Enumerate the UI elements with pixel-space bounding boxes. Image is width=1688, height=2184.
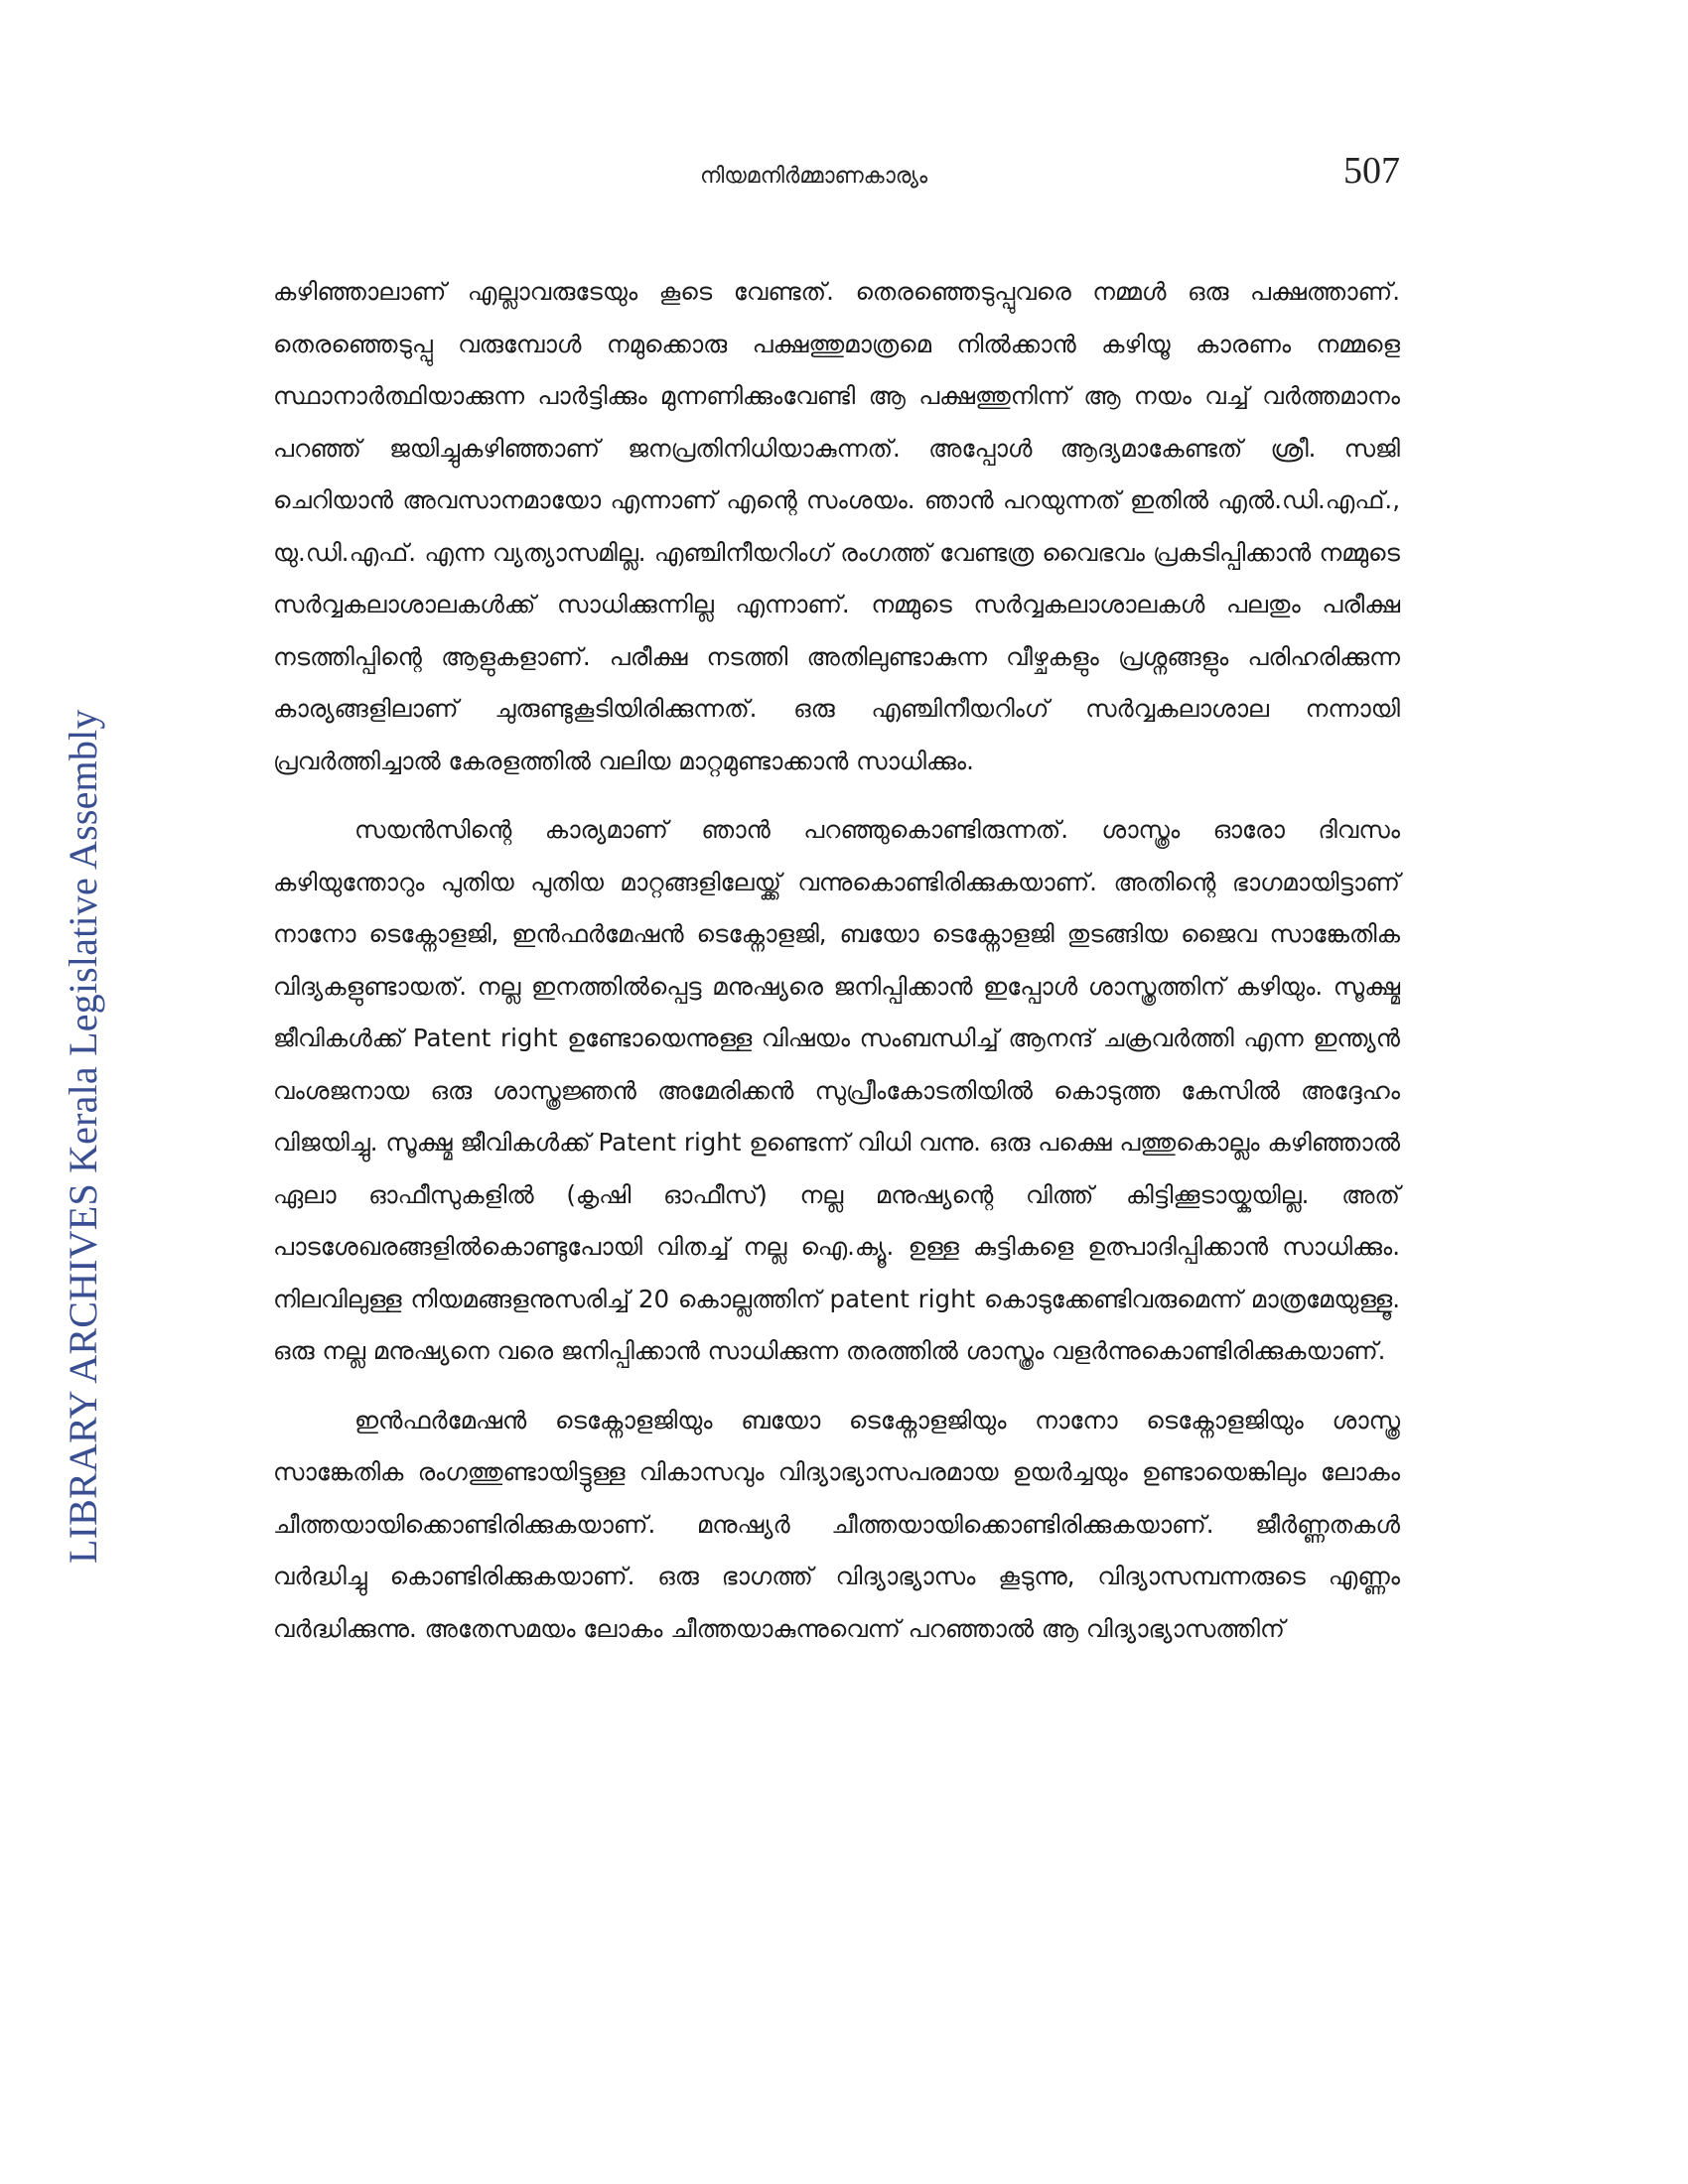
archive-watermark: LIBRARY ARCHIVES Kerala Legislative Assembly <box>61 709 105 1564</box>
paragraph-2: സയൻസിന്റെ കാര്യമാണ് ഞാൻ പറഞ്ഞുകൊണ്ടിരുന്നത്. ശാസ്ത്രം ഓരോ ദിവസം കഴിയുന്തോറും പുതിയ പുതിയ മാറ്റങ്ങളിലേയ്ക്ക് വന്നുകൊണ്ടിരിക്കുകയാണ്. അതിന്റെ ഭാഗമായിട്ടാണ് നാനോ ടെക്നോളജി, ഇൻഫർമേഷൻ ടെക്നോളജി, ബയോ ടെക്നോളജി തുടങ്ങിയ ജൈവ സാങ്കേതിക വിദ്യകളുണ്ടായത്. നല്ല ഇനത്തിൽപ്പെട്ട മനുഷ്യരെ ജനിപ്പിക്കാൻ ഇപ്പോൾ ശാസ്ത്രത്തിന് കഴിയും. സൂക്ഷ്മ ജീവികൾക്ക് Patent right ഉണ്ടോയെന്നുള്ള വിഷയം സംബന്ധിച്ച് ആനന്ദ് ചക്രവർത്തി എന്ന ഇന്ത്യൻ വംശജനായ ഒരു ശാസ്ത്രജ്ഞൻ അമേരിക്കൻ സുപ്രീംകോടതിയിൽ കൊടുത്ത കേസിൽ അദ്ദേഹം വിജയിച്ചു. സൂക്ഷ്മ ജീവികൾക്ക് Patent right ഉണ്ടെന്ന് വിധി വന്നു. ഒരു പക്ഷെ പത്തുകൊല്ലം കഴിഞ്ഞാൽ ഏലാ ഓഫീസുകളിൽ (കൃഷി ഓഫീസ്) നല്ല മനുഷ്യന്റെ വിത്ത് കിട്ടിക്കൂടായ്കയില്ല. അത് പാടശേഖരങ്ങളിൽകൊണ്ടുപോയി വിതച്ച് നല്ല ഐ.ക്യൂ. ഉള്ള കുട്ടികളെ ഉത്പാദിപ്പിക്കാൻ സാധിക്കും. നിലവിലുള്ള നിയമങ്ങളനുസരിച്ച് 20 കൊല്ലത്തിന് patent right കൊടുക്കേണ്ടിവരുമെന്ന് മാത്രമേയുള്ളൂ. ഒരു നല്ല മനുഷ്യനെ വരെ ജനിപ്പിക്കാൻ സാധിക്കുന്ന തരത്തിൽ ശാസ്ത്രം വളർന്നുകൊണ്ടിരിക്കുകയാണ്. <box>273 815 1400 1365</box>
body-text <box>273 266 1400 1655</box>
page-header <box>273 149 1400 199</box>
page-number: 507 <box>1343 150 1400 192</box>
paragraph-3: ഇൻഫർമേഷൻ ടെക്നോളജിയും ബയോ ടെക്നോളജിയും നാനോ ടെക്നോളജിയും ശാസ്ത്ര സാങ്കേതിക രംഗത്തുണ്ടായിട്ടുള്ള വികാസവും വിദ്യാഭ്യാസപരമായ ഉയർച്ചയും ഉണ്ടായെങ്കിലും ലോകം ചീത്തയായിക്കൊണ്ടിരിക്കുകയാണ്. മനുഷ്യർ ചീത്തയായിക്കൊണ്ടിരിക്കുകയാണ്. ജീർണ്ണതകൾ വർദ്ധിച്ചു കൊണ്ടിരിക്കുകയാണ്. ഒരു ഭാഗത്ത് വിദ്യാഭ്യാസം കൂടുന്നു, വിദ്യാസമ്പന്നരുടെ എണ്ണം വർദ്ധിക്കുന്നു. അതേസമയം ലോകം ചീത്തയാകുന്നുവെന്ന് പറഞ്ഞാൽ ആ വിദ്യാഭ്യാസത്തിന് <box>273 1405 1400 1643</box>
running-title: നിയമനിർമ്മാണകാര്യം <box>700 164 928 189</box>
paragraph-1: കഴിഞ്ഞാലാണ് എല്ലാവരുടേയും കൂടെ വേണ്ടത്. തെരഞ്ഞെടുപ്പുവരെ നമ്മൾ ഒരു പക്ഷത്താണ്. തെരഞ്ഞെടുപ്പു വരുമ്പോൾ നമുക്കൊരു പക്ഷത്തുമാത്രമെ നിൽക്കാൻ കഴിയൂ കാരണം നമ്മളെ സ്ഥാനാർത്ഥിയാക്കുന്ന പാർട്ടിക്കും മുന്നണിക്കുംവേണ്ടി ആ പക്ഷത്തുനിന്ന് ആ നയം വച്ച് വർത്തമാനം പറഞ്ഞ് ജയിച്ചുകഴിഞ്ഞാണ് ജനപ്രതിനിധിയാകുന്നത്. അപ്പോൾ ആദ്യമാകേണ്ടത് ശ്രീ. സജി ചെറിയാൻ അവസാനമായോ എന്നാണ് എന്റെ സംശയം. ഞാൻ പറയുന്നത് ഇതിൽ എൽ.ഡി.എഫ്., യു.ഡി.എഫ്. എന്ന വ്യത്യാസമില്ല. എഞ്ചിനീയറിംഗ് രംഗത്ത് വേണ്ടത്ര വൈഭവം പ്രകടിപ്പിക്കാൻ നമ്മുടെ സർവ്വകലാശാലകൾക്ക് സാധിക്കുന്നില്ല എന്നാണ്. നമ്മുടെ സർവ്വകലാശാലകൾ പലതും പരീക്ഷ നടത്തിപ്പിന്റെ ആളുകളാണ്. പരീക്ഷ നടത്തി അതിലുണ്ടാകുന്ന വീഴ്ചകളും പ്രശ്നങ്ങളും പരിഹരിക്കുന്ന കാര്യങ്ങളിലാണ് ചുരുണ്ടുകൂടിയിരിക്കുന്നത്. ഒരു എഞ്ചിനീയറിംഗ് സർവ്വകലാശാല നന്നായി പ്രവർത്തിച്ചാൽ കേരളത്തിൽ വലിയ മാറ്റമുണ്ടാക്കാൻ സാധിക്കും. <box>273 277 1400 775</box>
